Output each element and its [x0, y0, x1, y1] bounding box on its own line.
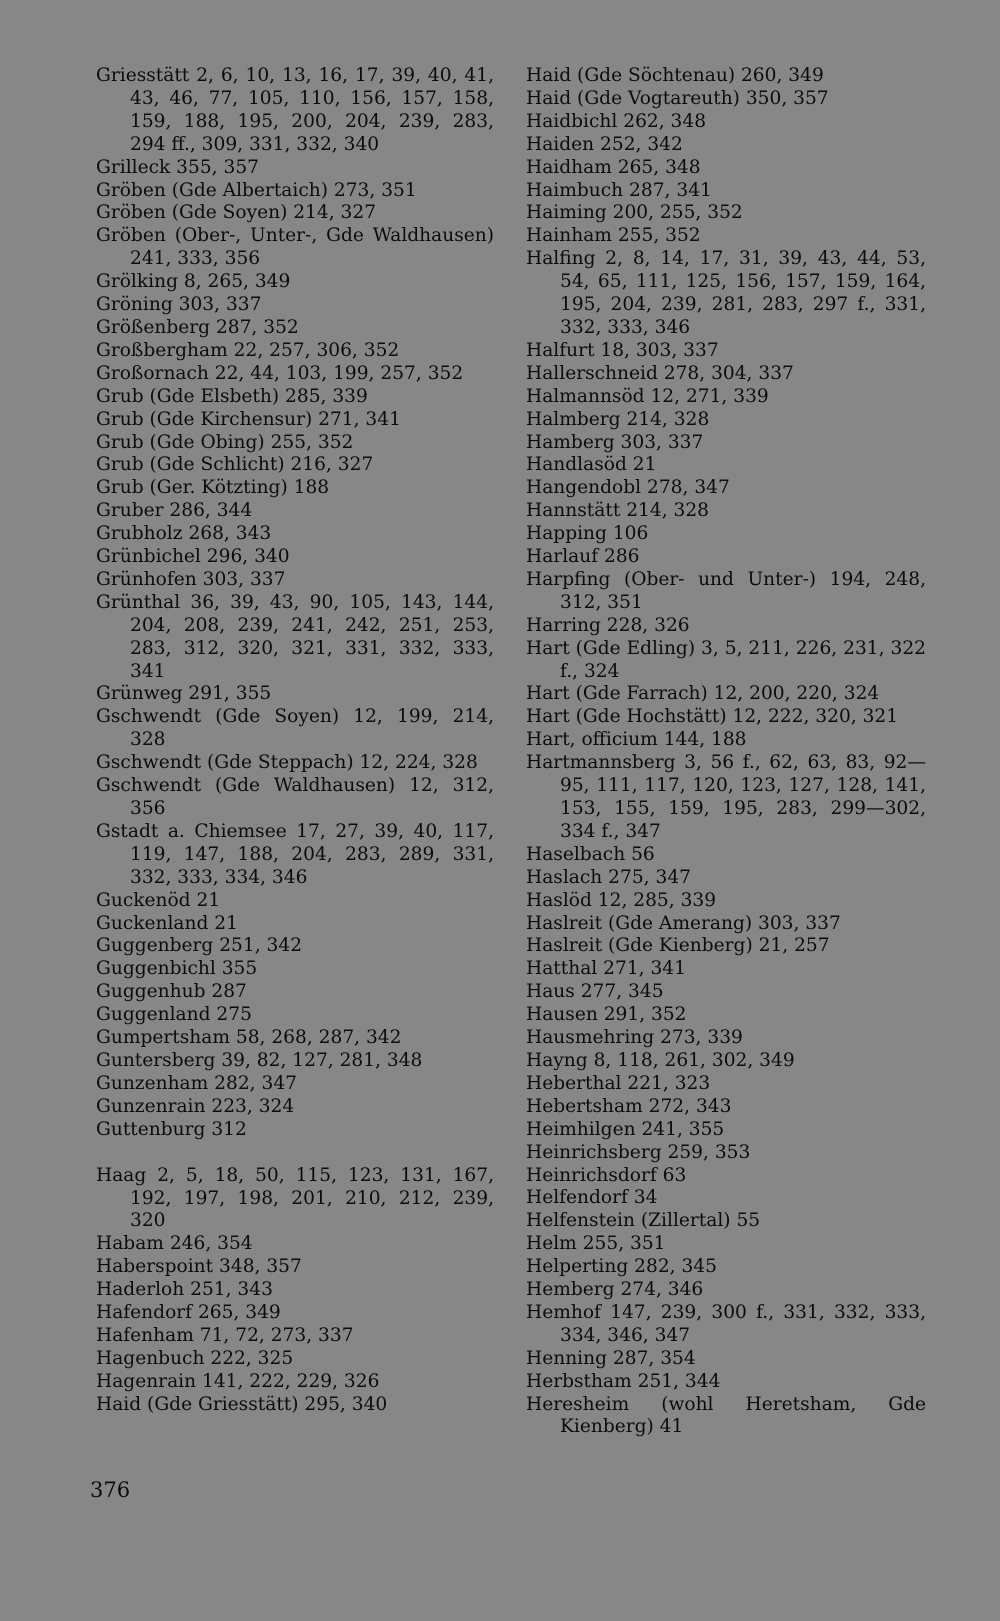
index-entry: Gröning 303, 337: [96, 294, 262, 316]
index-entry: Haus 277, 345: [526, 981, 664, 1003]
index-entry: Heinrichsdorf 63: [526, 1164, 687, 1186]
index-entry: Hannstätt 214, 328: [526, 500, 710, 522]
index-entry: Grub (Gde Obing) 255, 352: [96, 431, 354, 453]
index-entry: Heresheim (wohl Heretsham, Gde Kienberg) 41: [526, 1393, 926, 1438]
index-entry: Herbstham 251, 344: [526, 1370, 721, 1392]
index-entry: Guggenland 275: [96, 1004, 252, 1026]
index-entry: Henning 287, 354: [526, 1347, 696, 1369]
index-entry: Hebertsham 272, 343: [526, 1095, 732, 1117]
index-entry: Hangendobl 278, 347: [526, 477, 730, 499]
index-entry: Haid (Gde Vogtareuth) 350, 357: [526, 87, 829, 109]
index-entry: Hagenbuch 222, 325: [96, 1347, 294, 1369]
index-column-right: [526, 65, 926, 1439]
index-entry: Halmberg 214, 328: [526, 408, 710, 430]
index-entry: Haiming 200, 255, 352: [526, 202, 743, 224]
index-entry: Hart (Gde Edling) 3, 5, 211, 226, 231, 322 f., 324: [526, 637, 926, 682]
index-entry: Gstadt a. Chiemsee 17, 27, 39, 40, 117, 119, 147, 188, 204, 283, 289, 331, 332, 333, 334, 346: [96, 820, 494, 888]
index-entry: Helfendorf 34: [526, 1187, 658, 1209]
index-entry: Gschwendt (Gde Soyen) 12, 199, 214, 328: [96, 706, 494, 751]
index-entry: Haag 2, 5, 18, 50, 115, 123, 131, 167, 192, 197, 198, 201, 210, 212, 239, 320: [96, 1164, 494, 1232]
index-entry: Haselbach 56: [526, 843, 655, 865]
index-entry: Guggenbichl 355: [96, 958, 258, 980]
index-entry: Hartmannsberg 3, 56 f., 62, 63, 83, 92—95, 111, 117, 120, 123, 127, 128, 141, 153, 155, 159, 195, 283, 299—302, 334 f., 347: [526, 752, 926, 842]
index-entry: Halfing 2, 8, 14, 17, 31, 39, 43, 44, 53, 54, 65, 111, 125, 156, 157, 159, 164, 195, 204, 239, 281, 283, 297 f., 331, 332, 333, 346: [526, 248, 926, 338]
index-entry: Hafendorf 265, 349: [96, 1302, 281, 1324]
index-entry: Hart (Gde Hochstätt) 12, 222, 320, 321: [526, 706, 899, 728]
index-entry: Hamberg 303, 337: [526, 431, 704, 453]
index-entry: Guggenhub 287: [96, 981, 247, 1003]
index-entry: Gschwendt (Gde Waldhausen) 12, 312, 356: [96, 775, 494, 819]
index-entry: Helperting 282, 345: [526, 1256, 717, 1278]
index-entry: Handlasöd 21: [526, 454, 657, 476]
index-entry: Harlauf 286: [526, 546, 640, 568]
index-entry: Hatthal 271, 341: [526, 958, 686, 980]
index-entry: Halfurt 18, 303, 337: [526, 339, 719, 361]
index-entry: Grilleck 355, 357: [96, 156, 259, 178]
index-entry: Hayng 8, 118, 261, 302, 349: [526, 1049, 795, 1071]
index-entry: Gröben (Gde Soyen) 214, 327: [96, 202, 377, 224]
index-entry: Gunzenham 282, 347: [96, 1072, 297, 1094]
index-entry: Größenberg 287, 352: [96, 316, 299, 338]
index-entry: Hart (Gde Farrach) 12, 200, 220, 324: [526, 683, 880, 705]
index-entry: Hemhof 147, 239, 300 f., 331, 332, 333, 334, 346, 347: [526, 1301, 926, 1346]
index-entry: Haslreit (Gde Amerang) 303, 337: [526, 912, 841, 934]
index-entry: Haberspoint 348, 357: [96, 1256, 302, 1278]
index-entry: Haiden 252, 342: [526, 133, 683, 155]
index-entry: Habam 246, 354: [96, 1233, 253, 1255]
index-entry: Hallerschneid 278, 304, 337: [526, 362, 794, 384]
index-entry: Helm 255, 351: [526, 1233, 666, 1255]
index-column-left: [96, 65, 494, 1417]
index-entry: Grölking 8, 265, 349: [96, 271, 291, 293]
index-entry: Gruber 286, 344: [96, 500, 253, 522]
index-entry: Guckenöd 21: [96, 889, 221, 911]
index-entry: Haidham 265, 348: [526, 156, 701, 178]
index-entry: Guttenburg 312: [96, 1118, 247, 1140]
index-entry: Hainham 255, 352: [526, 225, 701, 247]
index-entry: Grub (Ger. Kötzting) 188: [96, 477, 330, 499]
index-entry: Grünhofen 303, 337: [96, 568, 286, 590]
index-entry: Haid (Gde Söchtenau) 260, 349: [526, 65, 824, 86]
index-entry: Halmannsöd 12, 271, 339: [526, 385, 769, 407]
index-entry: Gröben (Ober-, Unter-, Gde Waldhausen) 241, 333, 356: [96, 225, 494, 270]
page-number: 376: [90, 1478, 131, 1502]
index-entry: Haslreit (Gde Kienberg) 21, 257: [526, 935, 830, 957]
index-entry: Hafenham 71, 72, 273, 337: [96, 1324, 354, 1346]
index-entry: Hemberg 274, 346: [526, 1279, 704, 1301]
index-entry: Grünbichel 296, 340: [96, 546, 290, 568]
index-entry: Hagenrain 141, 222, 229, 326: [96, 1370, 380, 1392]
index-entry: Grünweg 291, 355: [96, 683, 272, 705]
index-entry: Haimbuch 287, 341: [526, 179, 712, 201]
index-entry: Heimhilgen 241, 355: [526, 1118, 725, 1140]
index-entry: Helfenstein (Zillertal) 55: [526, 1210, 761, 1232]
index-entry: Haid (Gde Griesstätt) 295, 340: [96, 1393, 388, 1415]
index-entry: Harring 228, 326: [526, 614, 690, 636]
index-entry: Grub (Gde Schlicht) 216, 327: [96, 454, 374, 476]
index-entry: Grünthal 36, 39, 43, 90, 105, 143, 144, 204, 208, 239, 241, 242, 251, 253, 283, 312, 320, 321, 331, 332, 333, 341: [96, 591, 494, 682]
index-entry: Großbergham 22, 257, 306, 352: [96, 339, 400, 361]
index-entry: Hart, officium 144, 188: [526, 729, 747, 751]
index-entry: Großornach 22, 44, 103, 199, 257, 352: [96, 362, 464, 384]
index-entry: Harpfing (Ober- und Unter-) 194, 248, 312, 351: [526, 568, 926, 613]
index-entry: Grub (Gde Kirchensur) 271, 341: [96, 408, 401, 430]
index-entry: Haslöd 12, 285, 339: [526, 889, 717, 911]
index-entry: Gumpertsham 58, 268, 287, 342: [96, 1027, 402, 1049]
index-entry: Grubholz 268, 343: [96, 523, 272, 545]
index-entry: Haidbichl 262, 348: [526, 110, 707, 132]
index-entry: Haslach 275, 347: [526, 866, 691, 888]
index-entry: Hausmehring 273, 339: [526, 1027, 743, 1049]
index-entry: Haderloh 251, 343: [96, 1279, 273, 1301]
index-entry: Happing 106: [526, 523, 649, 545]
index-entry: Grub (Gde Elsbeth) 285, 339: [96, 385, 368, 407]
index-entry: Griesstätt 2, 6, 10, 13, 16, 17, 39, 40, 41, 43, 46, 77, 105, 110, 156, 157, 158, 159, 188, 195, 200, 204, 239, 283, 294 ff., 309, 331, 332, 340: [96, 65, 494, 155]
index-entry: Hausen 291, 352: [526, 1004, 687, 1026]
index-entry: Gunzenrain 223, 324: [96, 1095, 295, 1117]
index-entry: Guggenberg 251, 342: [96, 935, 303, 957]
index-entry: Gschwendt (Gde Steppach) 12, 224, 328: [96, 752, 478, 774]
index-entry: Guntersberg 39, 82, 127, 281, 348: [96, 1049, 423, 1071]
index-entry: Gröben (Gde Albertaich) 273, 351: [96, 179, 417, 201]
index-entry: Heinrichsberg 259, 353: [526, 1141, 751, 1163]
index-entry: Guckenland 21: [96, 912, 238, 934]
index-entry: Heberthal 221, 323: [526, 1072, 711, 1094]
